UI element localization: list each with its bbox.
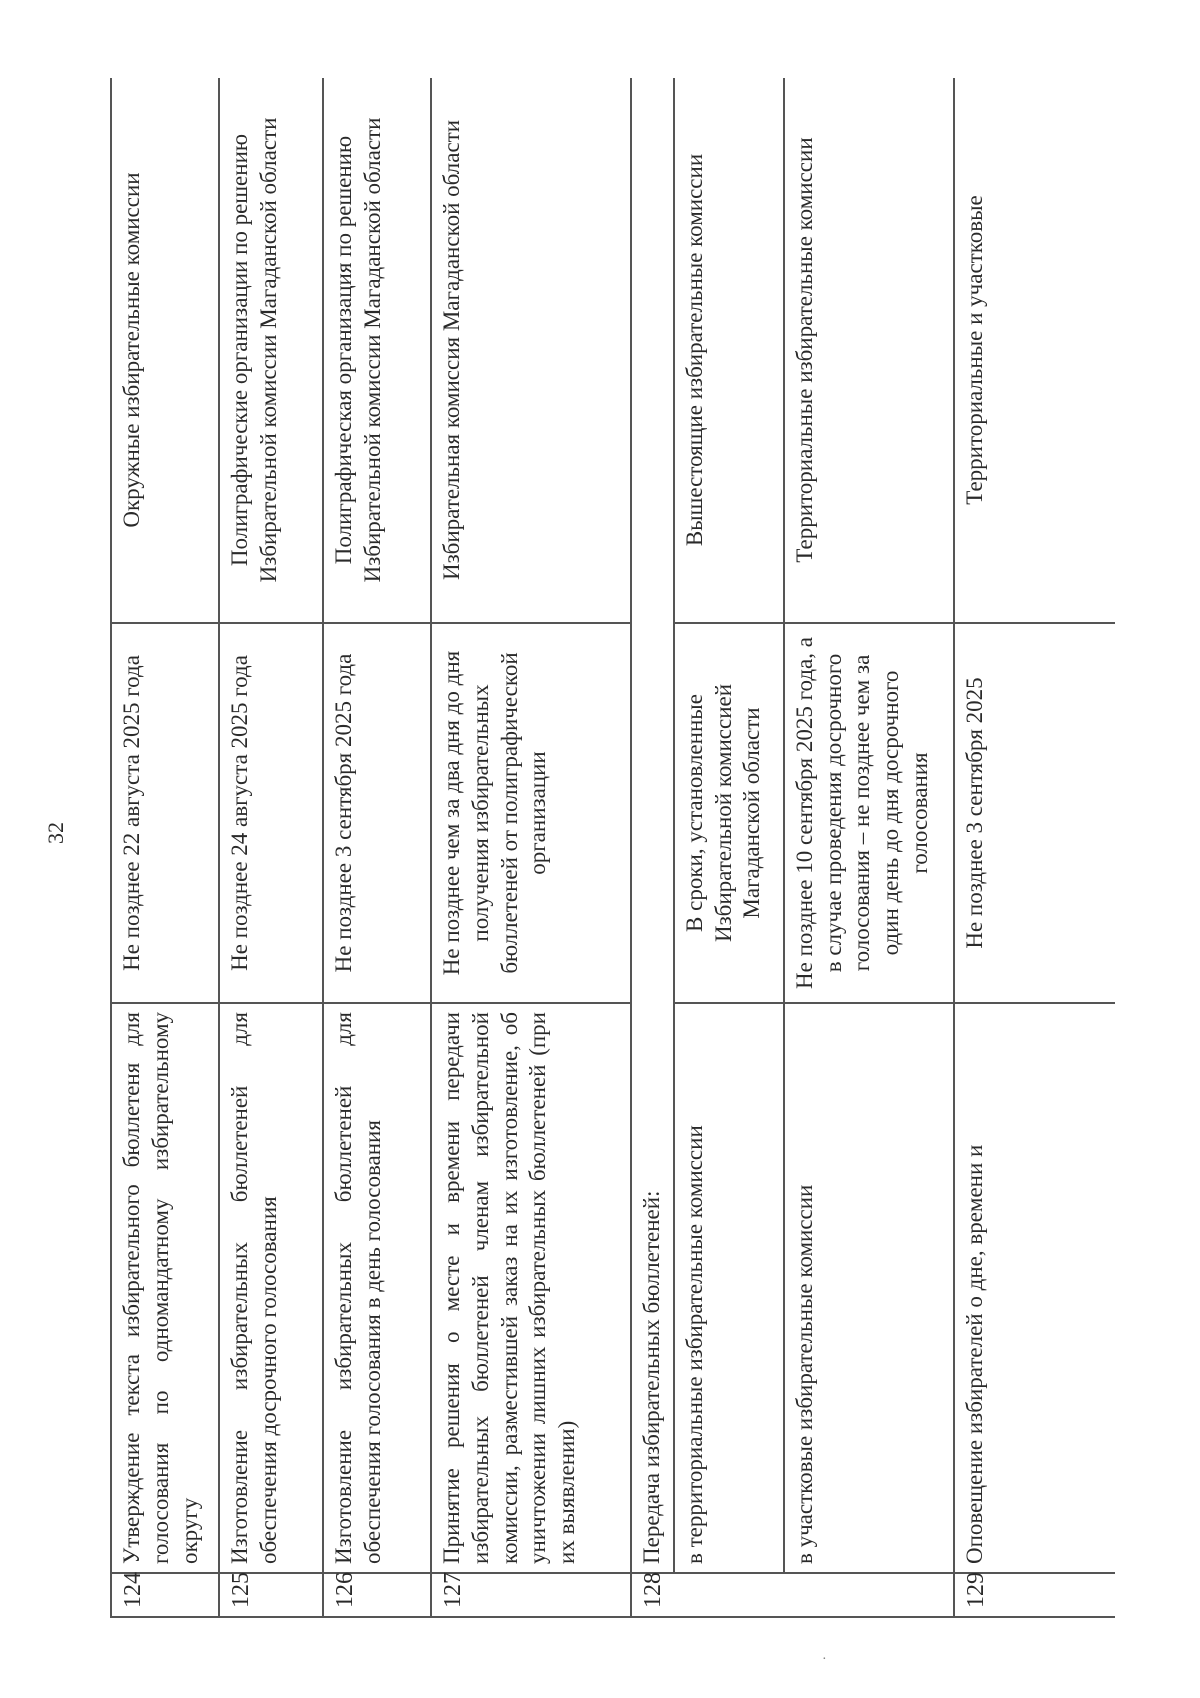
row-number: 127	[431, 1573, 631, 1617]
responsible-cell: Избирательная комиссия Магаданской области	[431, 78, 631, 623]
table-row	[431, 78, 631, 1617]
term-cell: Не позднее 22 августа 2025 года	[111, 623, 219, 1003]
event-cell: Утверждение текста избирательного бюллетеня для голосования по одномандатному избирательному округу	[111, 1003, 219, 1573]
footer-mark: ·	[822, 1652, 827, 1667]
event-cell: Принятие решения о месте и времени передачи избирательных бюллетеней членам избирательной комиссии, разместившей заказ на их изготовление, об уничтожении лишних избирательных бюллетеней (при их выявлении)	[431, 1003, 631, 1573]
schedule-table	[110, 78, 1115, 1618]
page-number: 32	[43, 822, 68, 844]
table-row	[784, 78, 954, 1617]
row-number: 128	[631, 1573, 954, 1617]
responsible-cell: Вышестоящие избирательные комиссии	[674, 78, 784, 623]
term-cell: Не позднее 3 сентября 2025	[954, 623, 1115, 1003]
responsible-cell: Территориальные и участковые	[954, 78, 1115, 623]
sub-event-cell: в территориальные избирательные комиссии	[674, 1003, 784, 1573]
event-cell: Передача избирательных бюллетеней:	[631, 78, 674, 1573]
term-cell: Не позднее 10 сентября 2025 года, а в случае проведения досрочного голосования – не позднее чем за один день до дня досрочного голосования	[784, 623, 954, 1003]
responsible-cell: Полиграфические организации по решению Избирательной комиссии Магаданской области	[219, 78, 323, 623]
term-cell: Не позднее 3 сентября 2025 года	[323, 623, 431, 1003]
rotated-table-container	[110, 78, 1115, 1618]
table-row	[219, 78, 323, 1617]
table-row	[111, 78, 219, 1617]
event-cell: Изготовление избирательных бюллетеней для обеспечения голосования в день голосования	[323, 1003, 431, 1573]
row-number: 124	[111, 1573, 219, 1617]
term-cell: Не позднее 24 августа 2025 года	[219, 623, 323, 1003]
event-cell: Изготовление избирательных бюллетеней для обеспечения досрочного голосования	[219, 1003, 323, 1573]
sub-event-cell: в участковые избирательные комиссии	[784, 1003, 954, 1573]
row-number: 126	[323, 1573, 431, 1617]
term-cell: В сроки, установленные Избирательной комиссией Магаданской области	[674, 623, 784, 1003]
responsible-cell: Территориальные избирательные комиссии	[784, 78, 954, 623]
event-cell: Оповещение избирателей о дне, времени и	[954, 1003, 1115, 1573]
table-row	[674, 78, 784, 1617]
responsible-cell: Полиграфическая организация по решению Избирательной комиссии Магаданской области	[323, 78, 431, 623]
table-row	[954, 78, 1115, 1617]
responsible-cell: Окружные избирательные комиссии	[111, 78, 219, 623]
table-row	[323, 78, 431, 1617]
term-cell: Не позднее чем за два дня до дня получения избирательных бюллетеней от полиграфической организации	[431, 623, 631, 1003]
row-number: 125	[219, 1573, 323, 1617]
table-row	[631, 78, 674, 1617]
row-number: 129	[954, 1573, 1115, 1617]
